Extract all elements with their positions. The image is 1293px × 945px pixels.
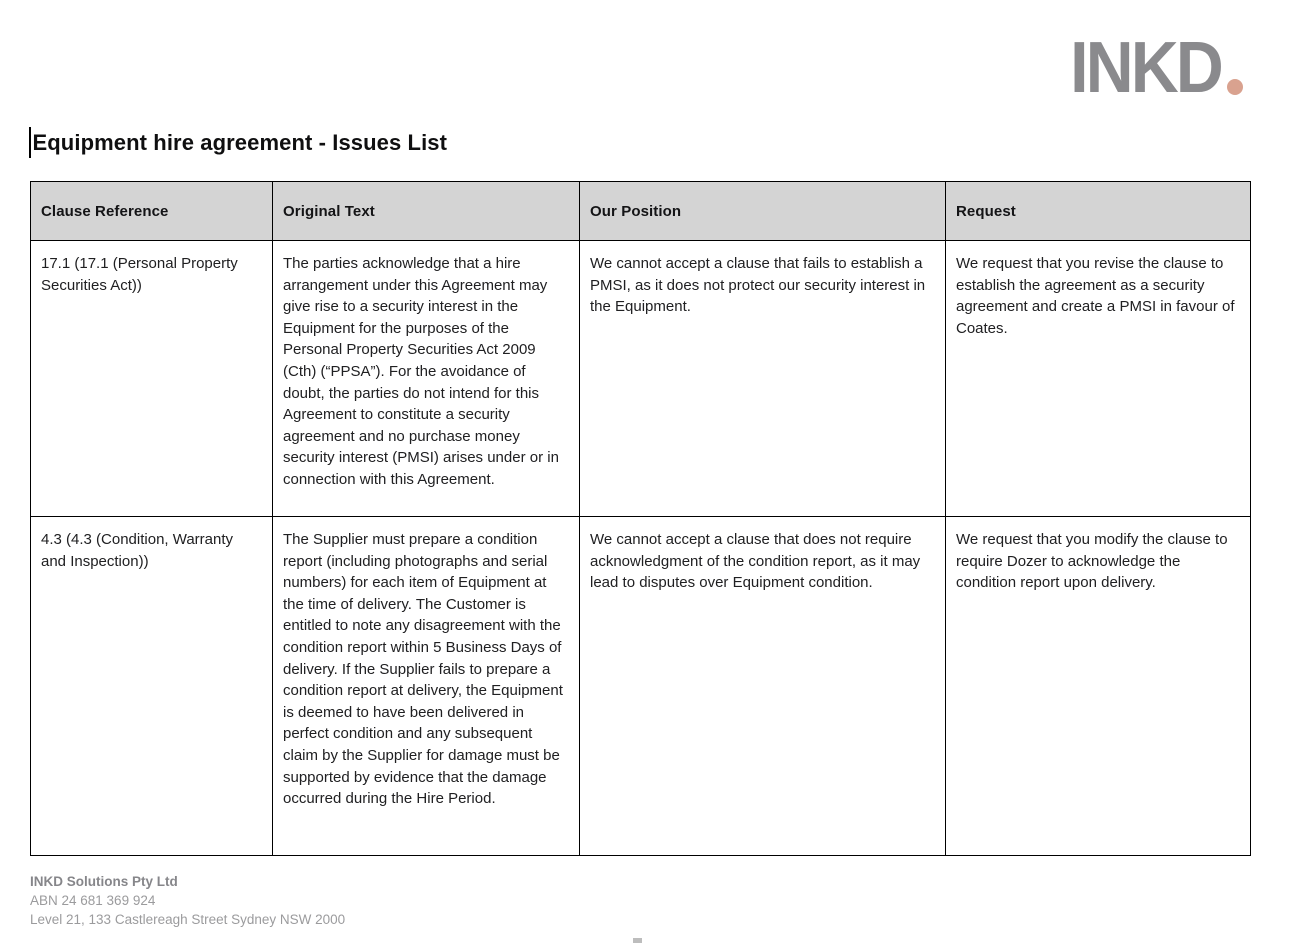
footer-abn: ABN 24 681 369 924	[30, 893, 156, 909]
issues-table	[30, 181, 1251, 856]
cell-request[interactable]: We request that you revise the clause to establish the agreement as a security agreement and create a PMSI in favour of Coates.	[946, 241, 1251, 517]
header-our-position[interactable]: Our Position	[580, 182, 946, 241]
table-row	[31, 517, 1251, 856]
cell-our-position[interactable]: We cannot accept a clause that does not require acknowledgment of the condition report, as it may lead to disputes over Equipment condition.	[580, 517, 946, 856]
page-number-mark	[633, 938, 642, 943]
inkd-logo-dot-icon	[1227, 79, 1243, 95]
cell-original-text[interactable]: The Supplier must prepare a condition report (including photographs and serial numbers) for each item of Equipment at the time of delivery. The Customer is entitled to note any disagreement with the condition report within 5 Business Days of delivery. If the Supplier fails to prepare a condition report at delivery, the Equipment is deemed to have been delivered in perfect condition and any subsequent claim by the Supplier for damage must be supported by evidence that the damage occurred during the Hire Period.	[273, 517, 580, 856]
table-row	[31, 241, 1251, 517]
footer-address: Level 21, 133 Castlereagh Street Sydney NSW 2000	[30, 912, 346, 928]
inkd-logo	[1057, 28, 1243, 108]
header-original-text[interactable]: Original Text	[273, 182, 580, 241]
inkd-logo-text: INKD	[1070, 28, 1221, 108]
table-header-row	[31, 182, 1251, 241]
document-footer	[30, 872, 345, 930]
footer-company-name: INKD Solutions Pty Ltd	[30, 874, 178, 889]
cell-our-position[interactable]: We cannot accept a clause that fails to establish a PMSI, as it does not protect our security interest in the Equipment.	[580, 241, 946, 517]
cell-original-text[interactable]: The parties acknowledge that a hire arrangement under this Agreement may give rise to a security interest in the Equipment for the purposes of the Personal Property Securities Act 2009 (Cth) (“PPSA”). For the avoidance of doubt, the parties do not intend for this Agreement to constitute a security agreement and no purchase money security interest (PMSI) arises under or in connection with this Agreement.	[273, 241, 580, 517]
cell-clause-reference[interactable]: 17.1 (17.1 (Personal Property Securities Act))	[31, 241, 273, 517]
cell-request[interactable]: We request that you modify the clause to require Dozer to acknowledge the condition report upon delivery.	[946, 517, 1251, 856]
title-row	[29, 127, 447, 158]
header-clause-reference[interactable]: Clause Reference	[31, 182, 273, 241]
cell-clause-reference[interactable]: 4.3 (4.3 (Condition, Warranty and Inspection))	[31, 517, 273, 856]
page-title[interactable]: Equipment hire agreement - Issues List	[32, 129, 448, 155]
text-cursor	[29, 127, 31, 158]
header-request[interactable]: Request	[946, 182, 1251, 241]
